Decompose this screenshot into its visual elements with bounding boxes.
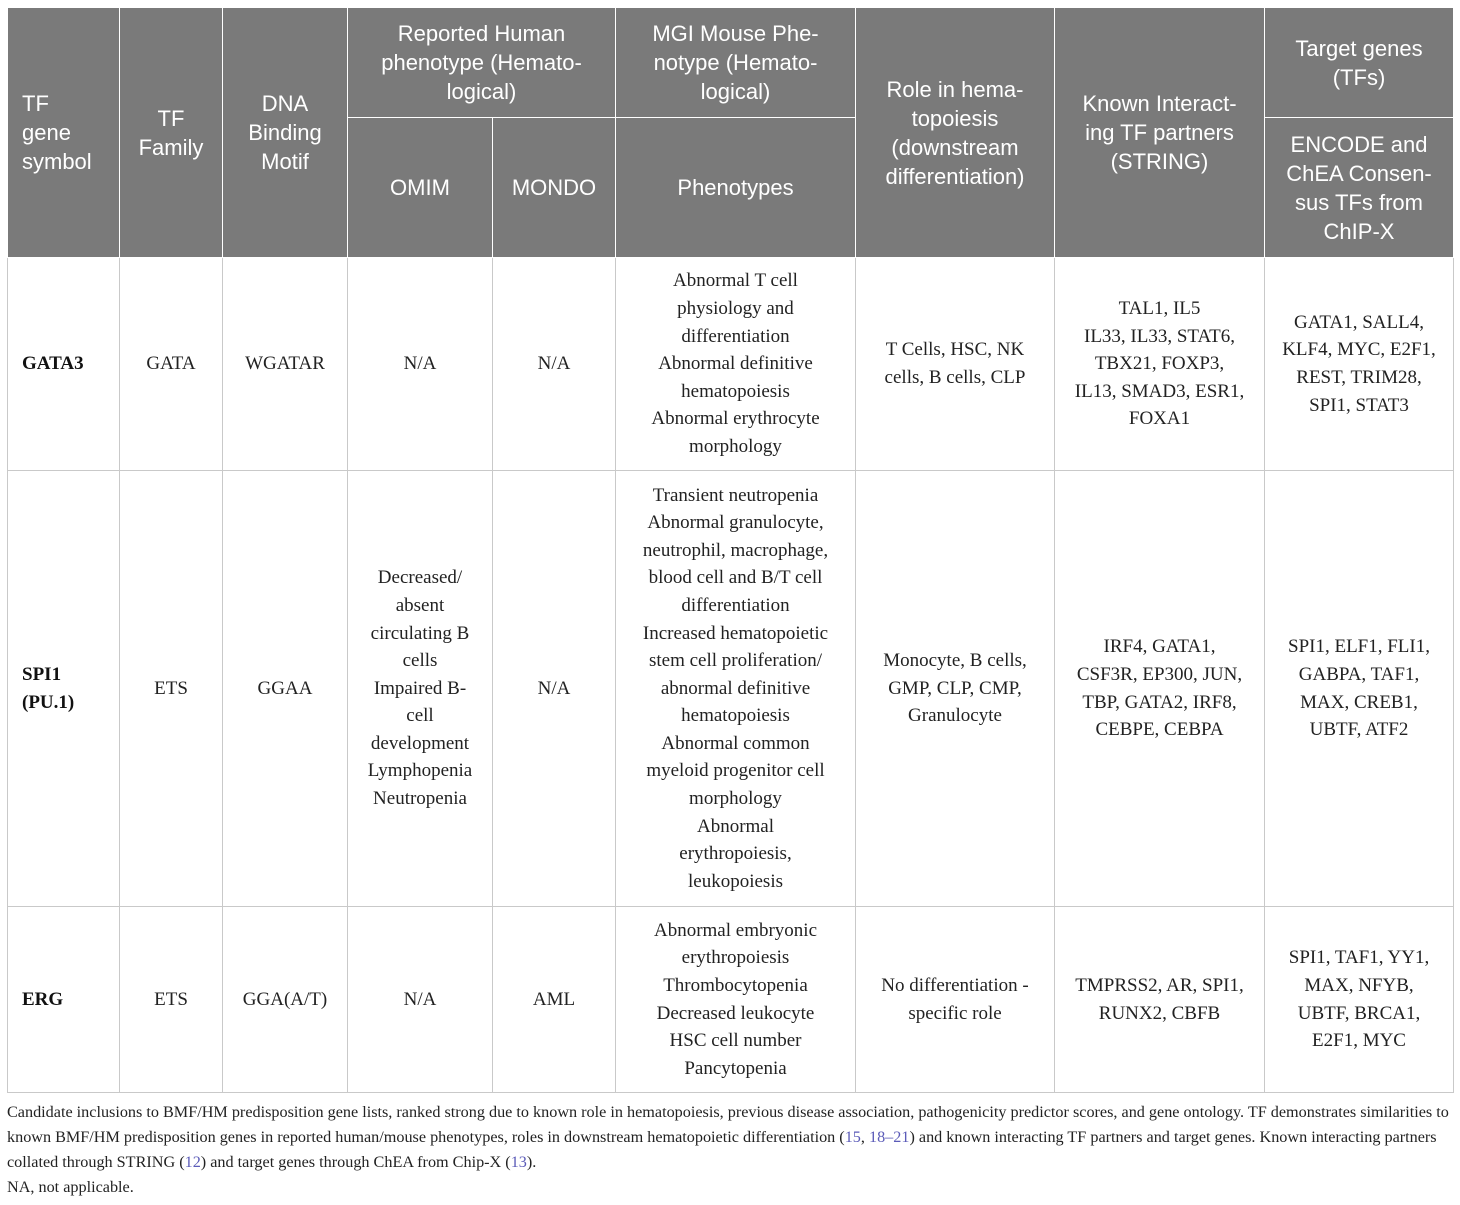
- text-line: Transient neutropenia: [652, 484, 819, 506]
- text-line: Monocyte, B cells,: [883, 650, 1027, 672]
- footnote-caption: Candidate inclusions to BMF/HM predisposition gene lists, ranked strong due to known role in hematopoiesis, previous disease association, pathogenicity predictor scores, and gene ontology. TF demonstrates similarities to known BMF/HM predisposition genes in reported human/mouse phenotypes, roles in downstream hematopoietic differentiation (15, 18–21) and known interacting TF partners and target genes. Known interacting partners collated through STRING (12) and target genes through ChEA from Chip-X (13).: [7, 1103, 1449, 1171]
- targets-cell: [1265, 258, 1454, 471]
- text-line: absent: [395, 594, 445, 616]
- text-line: Increased hematopoietic: [642, 622, 829, 644]
- text-line: N/A: [403, 353, 437, 375]
- text-line: Pancytopenia: [684, 1057, 787, 1079]
- table-row: [8, 258, 1454, 471]
- omim-cell: [348, 907, 493, 1093]
- text-line: abnormal definitive: [660, 677, 811, 699]
- text-line: REST, TRIM28,: [1296, 367, 1422, 388]
- text-line: physiology and: [677, 298, 794, 320]
- text-line: symbol: [22, 149, 92, 174]
- text-line: Decreased/: [377, 567, 463, 589]
- text-line: neutrophil, macrophage,: [642, 539, 829, 561]
- header-mondo: MONDO: [493, 118, 616, 258]
- text-line: ENCODE and: [1290, 131, 1428, 157]
- text-line: (PU.1): [22, 691, 75, 713]
- table-row: [8, 907, 1454, 1093]
- text-line: GABPA, TAF1,: [1298, 663, 1420, 685]
- text-line: logical): [446, 79, 517, 104]
- text-line: morphology: [689, 788, 782, 810]
- text-line: Role in hema-: [886, 76, 1024, 102]
- phenotypes-cell: [616, 907, 856, 1093]
- text-line: IRF4, GATA1,: [1103, 636, 1216, 658]
- text-line: Thrombocytopenia: [663, 974, 808, 996]
- dna-motif-cell: GGA(A/T): [223, 907, 348, 1093]
- mondo-cell: N/A: [493, 471, 616, 907]
- text-line: Abnormal erythrocyte: [651, 408, 820, 430]
- text-line: TF: [22, 91, 49, 116]
- header-phenotypes: Phenotypes: [616, 118, 856, 258]
- text-line: Decreased leukocyte: [656, 1002, 815, 1024]
- text-line: TMPRSS2, AR, SPI1,: [1075, 974, 1244, 996]
- text-line: hematopoiesis: [681, 705, 790, 727]
- text-line: SPI1, STAT3: [1309, 394, 1409, 416]
- reference-link[interactable]: 15: [844, 1128, 861, 1146]
- text-line: MAX, NFYB,: [1304, 974, 1414, 996]
- dna-motif-cell: GGAA: [223, 471, 348, 907]
- text-line: differentiation: [681, 594, 790, 616]
- text-line: (downstream: [891, 134, 1019, 160]
- text-line: CSF3R, EP300, JUN,: [1076, 663, 1243, 685]
- text-line: HSC cell number: [669, 1030, 802, 1052]
- text-line: leukopoiesis: [688, 870, 783, 892]
- header-tf-gene-symbol: [8, 8, 120, 258]
- header-tf-family: [120, 8, 223, 258]
- partners-cell: [1055, 907, 1265, 1093]
- text-line: myeloid progenitor cell: [646, 760, 825, 782]
- text-line: specific role: [908, 1002, 1002, 1024]
- text-line: Neutropenia: [373, 788, 467, 810]
- gene-symbol-cell: [8, 907, 120, 1093]
- text-line: gene: [22, 120, 71, 145]
- text-line: Motif: [261, 149, 309, 174]
- dna-motif-cell: WGATAR: [223, 258, 348, 471]
- text-line: blood cell and B/T cell: [648, 567, 823, 589]
- text-line: Binding: [248, 120, 322, 145]
- text-line: phenotype (Hemato-: [381, 50, 582, 75]
- text-line: TAL1, IL5: [1118, 298, 1201, 320]
- tf-family-cell: ETS: [120, 471, 223, 907]
- text-line: T Cells, HSC, NK: [885, 339, 1025, 361]
- tf-family-cell: GATA: [120, 258, 223, 471]
- role-cell: [856, 471, 1055, 907]
- text-line: FOXA1: [1128, 408, 1191, 430]
- header-omim: OMIM: [348, 118, 493, 258]
- phenotypes-cell: [616, 471, 856, 907]
- text-line: GMP, CLP, CMP,: [888, 677, 1022, 699]
- text-line: circulating B: [370, 622, 470, 644]
- text-line: sus TFs from: [1295, 189, 1423, 215]
- tf-table: [7, 7, 1454, 1093]
- text-line: stem cell proliferation/: [648, 650, 823, 672]
- text-line: Abnormal granulocyte,: [647, 512, 824, 534]
- mondo-cell: AML: [493, 907, 616, 1093]
- text-line: Abnormal embryonic: [653, 919, 818, 941]
- text-line: E2F1, MYC: [1312, 1030, 1406, 1052]
- text-line: morphology: [689, 435, 782, 457]
- text-line: erythropoiesis,: [679, 843, 792, 865]
- omim-cell: [348, 258, 493, 471]
- gene-symbol-cell: [8, 258, 120, 471]
- text-line: Abnormal common: [661, 732, 810, 754]
- text-line: SPI1: [22, 663, 62, 685]
- text-line: (TFs): [1332, 64, 1386, 90]
- text-line: ChEA Consen-: [1286, 160, 1432, 186]
- text-line: UBTF, ATF2: [1309, 719, 1409, 741]
- gene-symbol-cell: [8, 471, 120, 907]
- mondo-cell: N/A: [493, 258, 616, 471]
- text-line: TF: [157, 105, 185, 131]
- text-line: GATA1, SALL4,: [1294, 311, 1424, 333]
- text-line: (STRING): [1110, 149, 1209, 174]
- text-line: logical): [700, 79, 771, 104]
- table-footnote: [7, 1100, 1455, 1200]
- targets-cell: [1265, 907, 1454, 1093]
- header-encode-chea: [1265, 118, 1454, 258]
- header-dna-binding-motif: [223, 8, 348, 258]
- text-line: N/A: [403, 988, 437, 1010]
- text-line: Granulocyte: [908, 705, 1002, 727]
- reference-link[interactable]: 12: [184, 1153, 201, 1171]
- omim-cell: [348, 471, 493, 907]
- header-role-in-hematopoiesis: [856, 8, 1055, 258]
- text-line: MGI Mouse Phe-: [652, 21, 819, 46]
- text-line: notype (Hemato-: [653, 50, 818, 75]
- text-line: hematopoiesis: [681, 380, 790, 402]
- text-line: TBX21, FOXP3,: [1094, 353, 1225, 375]
- text-line: TBP, GATA2, IRF8,: [1082, 691, 1237, 713]
- text-line: development: [370, 732, 470, 754]
- text-line: erythropoiesis: [681, 947, 790, 969]
- header-known-interacting-partners: [1055, 8, 1265, 258]
- text-line: IL33, IL33, STAT6,: [1084, 325, 1235, 347]
- text-line: Lymphopenia: [367, 760, 473, 782]
- text-line: RUNX2, CBFB: [1098, 1002, 1221, 1024]
- reference-link[interactable]: 13: [510, 1153, 527, 1171]
- text-line: cells: [402, 650, 438, 672]
- text-line: CEBPE, CEBPA: [1095, 719, 1224, 741]
- text-line: topoiesis: [911, 105, 999, 131]
- table-row: [8, 471, 1454, 907]
- text-line: differentiation: [681, 325, 790, 347]
- text-line: DNA: [261, 91, 309, 116]
- text-line: differentiation): [885, 163, 1025, 189]
- tf-family-cell: ETS: [120, 907, 223, 1093]
- text-line: ing TF partners: [1085, 120, 1234, 145]
- text-line: UBTF, BRCA1,: [1297, 1002, 1421, 1024]
- header-mgi-mouse-phenotype: [616, 8, 856, 118]
- text-line: Known Interact-: [1082, 91, 1237, 116]
- text-line: Impaired B-: [373, 677, 467, 699]
- role-cell: [856, 907, 1055, 1093]
- reference-link[interactable]: 18–21: [868, 1128, 910, 1146]
- header-target-genes: [1265, 8, 1454, 118]
- text-line: Abnormal definitive: [658, 353, 813, 375]
- text-line: KLF4, MYC, E2F1,: [1282, 339, 1436, 361]
- phenotypes-cell: [616, 258, 856, 471]
- text-line: Target genes: [1295, 35, 1423, 61]
- text-line: ERG: [22, 988, 64, 1010]
- text-line: Abnormal T cell: [673, 270, 798, 292]
- partners-cell: [1055, 258, 1265, 471]
- text-line: cell: [406, 705, 434, 727]
- text-line: SPI1, TAF1, YY1,: [1288, 947, 1430, 969]
- header-reported-human-phenotype: [348, 8, 616, 118]
- role-cell: [856, 258, 1055, 471]
- text-line: Abnormal: [696, 815, 775, 837]
- text-line: IL13, SMAD3, ESR1,: [1074, 380, 1245, 402]
- text-line: ChIP-X: [1323, 218, 1395, 244]
- text-line: MAX, CREB1,: [1300, 691, 1418, 713]
- text-line: No differentiation -: [881, 974, 1029, 996]
- text-line: Family: [138, 134, 204, 160]
- partners-cell: [1055, 471, 1265, 907]
- text-line: SPI1, ELF1, FLI1,: [1288, 636, 1430, 658]
- text-line: Reported Human: [397, 21, 566, 46]
- footnote-abbreviation: NA, not applicable.: [7, 1178, 134, 1196]
- text-line: cells, B cells, CLP: [884, 367, 1026, 388]
- text-line: GATA3: [22, 353, 84, 375]
- targets-cell: [1265, 471, 1454, 907]
